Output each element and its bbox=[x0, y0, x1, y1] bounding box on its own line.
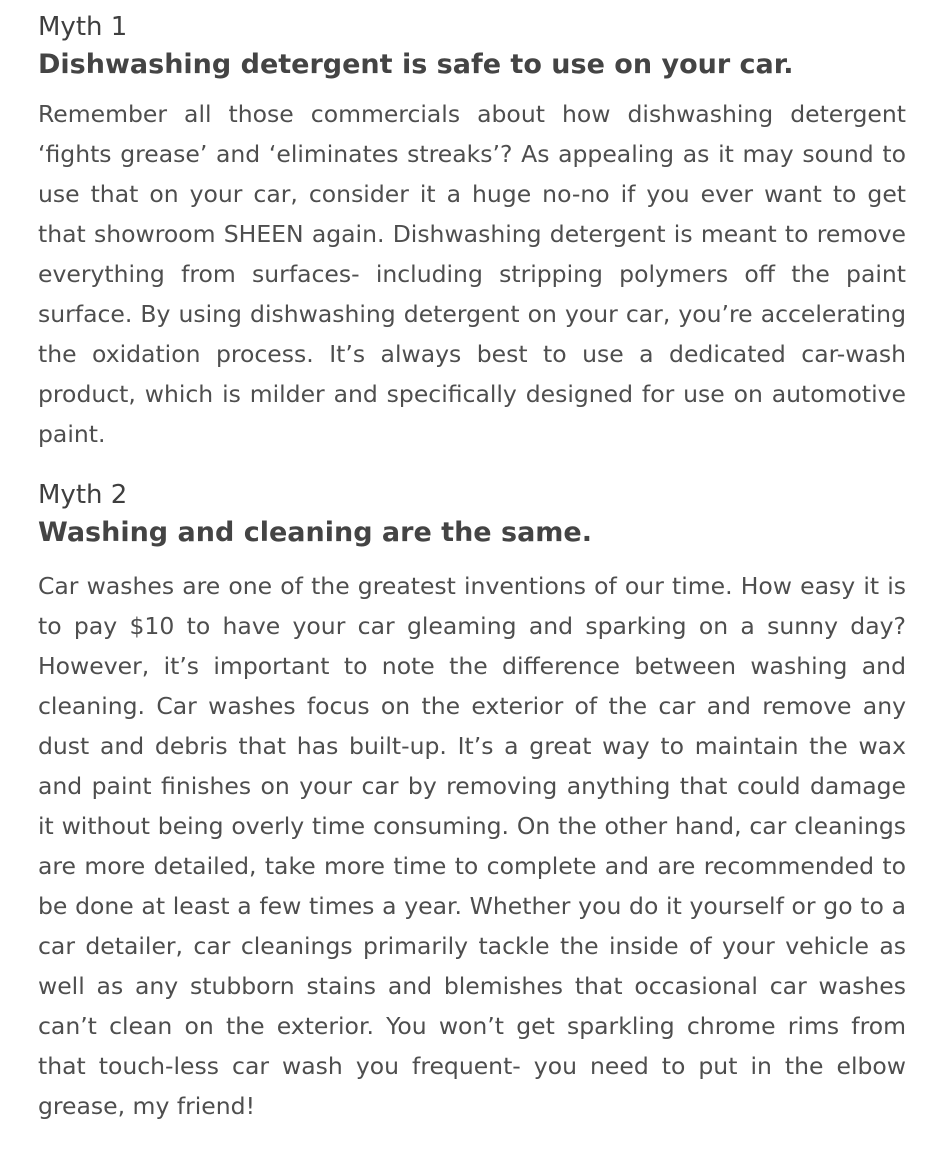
article-content bbox=[38, 8, 906, 1126]
myth-body: Car washes are one of the greatest inventions of our time. How easy it is to pay $10 to have your car gleaming and sparking on a sunny day? However, it’s important to note the difference between washing and cleaning. Car washes focus on the exterior of the car and remove any dust and debris that has built-up. It’s a great way to maintain the wax and paint finishes on your car by removing anything that could damage it without being overly time consuming. On the other hand, car cleanings are more detailed, take more time to complete and are recommended to be done at least a few times a year. Whether you do it yourself or go to a car detailer, car cleanings primarily tackle the inside of your vehicle as well as any stubborn stains and blemishes that occasional car washes can’t clean on the exterior. You won’t get sparkling chrome rims from that touch-less car wash you frequent- you need to put in the elbow grease, my friend! bbox=[38, 572, 906, 1120]
myth-section-2 bbox=[38, 476, 906, 1126]
myth-body: Remember all those commercials about how dishwashing detergent ‘fights grease’ and ‘eliminates streaks’? As appealing as it may sound to use that on your car, consider it a huge no-no if you ever want to get that showroom SHEEN again. Dishwashing detergent is meant to remove everything from surfaces- including stripping polymers off the paint surface. By using dishwashing detergent on your car, you’re accelerating the oxidation process. It’s always best to use a dedicated car-wash product, which is milder and specifically designed for use on automotive paint. bbox=[38, 100, 906, 448]
myth-label: Myth 1 bbox=[38, 12, 128, 42]
myth-title: Washing and cleaning are the same. bbox=[38, 517, 593, 548]
myth-label: Myth 2 bbox=[38, 480, 128, 510]
myth-section-1 bbox=[38, 8, 906, 454]
myth-title: Dishwashing detergent is safe to use on your car. bbox=[38, 49, 794, 80]
